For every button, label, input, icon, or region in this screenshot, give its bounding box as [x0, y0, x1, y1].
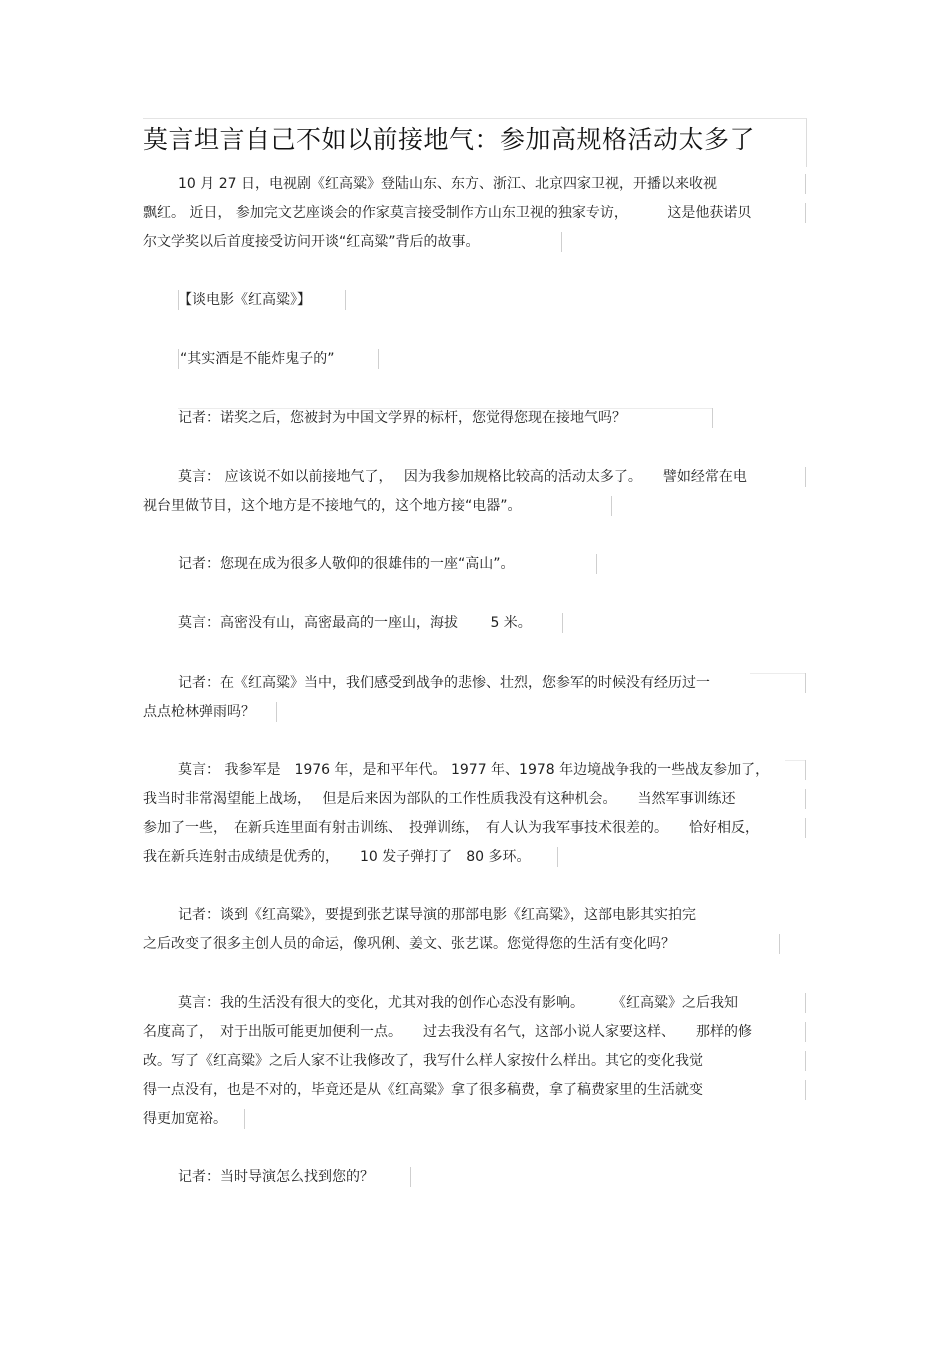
paragraph-line: 之后改变了很多主创人员的命运，像巩俐、姜文、张艺谋。您觉得您的生活有变化吗？ [143, 936, 675, 952]
text-box-edge [378, 349, 379, 369]
paragraph-line: 点点枪林弹雨吗？ [143, 704, 255, 720]
text-box-edge [805, 760, 806, 780]
text-box-edge [244, 1109, 245, 1129]
text-box-edge [805, 1051, 806, 1071]
text-box-edge [805, 203, 806, 223]
text-box-edge [805, 789, 806, 809]
paragraph-line: 莫言： 我参军是 1976 年，是和平年代。 1977 年、1978 年边境战争我的一些战友参加了， [178, 762, 770, 778]
text-box-edge [345, 290, 346, 310]
paragraph-line: 莫言：高密没有山，高密最高的一座山，海拔 5 米。 [178, 615, 532, 631]
text-box-edge [178, 349, 179, 369]
article-title: 莫言坦言自己不如以前接地气：参加高规格活动太多了 [143, 125, 756, 154]
text-box-edge [611, 496, 612, 516]
paragraph-line: 飘红。 近日， 参加完文艺座谈会的作家莫言接受制作方山东卫视的独家专访， 这是他获诺贝 [143, 205, 752, 221]
paragraph-line: 莫言： 应该说不如以前接地气了， 因为我参加规格比较高的活动太多了。 譬如经常在电 [178, 469, 747, 485]
paragraph-line: 得更加宽裕。 [143, 1111, 227, 1127]
text-box-edge [805, 174, 806, 194]
paragraph-line: 我在新兵连射击成绩是优秀的， 10 发子弹打了 80 多环。 [143, 849, 531, 865]
text-box-edge [805, 1080, 806, 1100]
section-heading: 【谈电影《红高粱》】 [178, 292, 311, 308]
paragraph-line: 记者：您现在成为很多人敬仰的很雄伟的一座“高山”。 [178, 556, 515, 572]
text-box-edge [805, 467, 806, 487]
section-subheading: “其实酒是不能炸鬼子的” [180, 351, 335, 367]
text-box-edge [785, 760, 805, 761]
text-box-edge [178, 408, 712, 409]
paragraph-line: 记者：诺奖之后，您被封为中国文学界的标杆，您觉得您现在接地气吗？ [178, 410, 626, 426]
paragraph-line: 10 月 27 日，电视剧《红高粱》登陆山东、东方、浙江、北京四家卫视，开播以来收视 [178, 176, 717, 192]
text-box-edge [805, 1022, 806, 1042]
text-box-edge [805, 993, 806, 1013]
paragraph-line: 得一点没有，也是不对的，毕竟还是从《红高粱》拿了很多稿费，拿了稿费家里的生活就变 [143, 1082, 703, 1098]
text-box-edge [596, 554, 597, 574]
text-box-edge [561, 232, 562, 252]
text-box-edge [805, 818, 806, 838]
text-box-edge [712, 408, 713, 428]
text-box-edge [410, 1167, 411, 1187]
text-box-edge [557, 847, 558, 867]
text-box-edge [276, 702, 277, 722]
paragraph-line: 名度高了， 对于出版可能更加便利一点。 过去我没有名气，这部小说人家要这样、 那样的修 [143, 1024, 752, 1040]
paragraph-line: 视台里做节目，这个地方是不接地气的，这个地方接“电器”。 [143, 498, 522, 514]
paragraph-line: 莫言：我的生活没有很大的变化，尤其对我的创作心态没有影响。 《红高粱》之后我知 [178, 995, 738, 1011]
text-box-edge [562, 613, 563, 633]
paragraph-line: 记者：在《红高粱》当中，我们感受到战争的悲惨、壮烈，您参军的时候没有经历过一 [178, 675, 710, 691]
paragraph-line: 记者：当时导演怎么找到您的？ [178, 1169, 374, 1185]
paragraph-line: 参加了一些， 在新兵连里面有射击训练、 投弹训练， 有人认为我军事技术很差的。 恰好相反， [143, 820, 759, 836]
text-box-edge [750, 673, 805, 674]
paragraph-line: 我当时非常渴望能上战场， 但是后来因为部队的工作性质我没有这种机会。 当然军事训练还 [143, 791, 736, 807]
text-box-edge [779, 934, 780, 954]
paragraph-line: 记者：谈到《红高粱》，要提到张艺谋导演的那部电影《红高粱》，这部电影其实拍完 [178, 907, 696, 923]
text-box-edge [805, 673, 806, 693]
text-box-edge [178, 290, 179, 310]
paragraph-line: 改。写了《红高粱》之后人家不让我修改了，我写什么样人家按什么样出。其它的变化我觉 [143, 1053, 703, 1069]
paragraph-line: 尔文学奖以后首度接受访问开谈“红高粱”背后的故事。 [143, 234, 480, 250]
